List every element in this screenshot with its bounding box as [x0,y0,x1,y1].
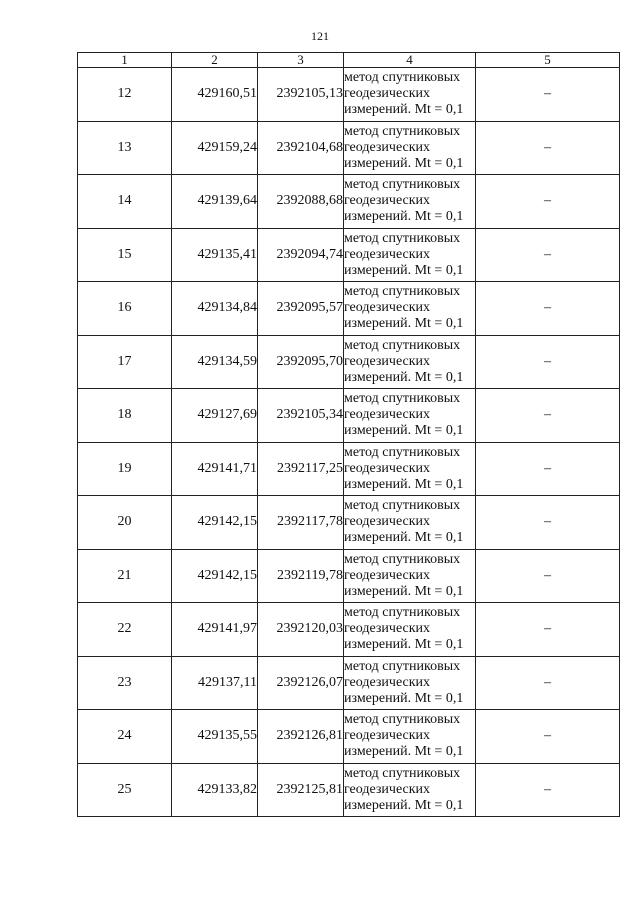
method-line: геодезических [344,86,431,102]
method-cell [344,175,476,229]
method-line: метод спутниковых [344,177,461,193]
x-coordinate-cell: 429160,51 [172,68,258,122]
table-row [78,335,620,389]
note-cell: – [476,442,620,496]
method-line: метод спутниковых [344,712,461,728]
y-coordinate-cell: 2392094,74 [258,228,344,282]
method-line: измерений. Mt = 0,1 [344,797,464,813]
method-line: метод спутниковых [344,123,461,139]
point-number-cell: 25 [78,763,172,817]
y-coordinate-cell: 2392126,07 [258,656,344,710]
point-number-cell: 18 [78,389,172,443]
method-line: измерений. Mt = 0,1 [344,476,464,492]
y-coordinate-cell: 2392117,25 [258,442,344,496]
table-row [78,389,620,443]
x-coordinate-cell: 429139,64 [172,175,258,229]
method-cell [344,389,476,443]
method-line: геодезических [344,728,431,744]
point-number-cell: 17 [78,335,172,389]
point-number-cell: 21 [78,549,172,603]
method-cell [344,549,476,603]
method-line: измерений. Mt = 0,1 [344,369,464,385]
note-cell: – [476,549,620,603]
table-row [78,282,620,336]
method-line: геодезических [344,460,431,476]
method-line: метод спутниковых [344,765,461,781]
note-cell: – [476,175,620,229]
x-coordinate-cell: 429133,82 [172,763,258,817]
note-cell: – [476,603,620,657]
method-line: геодезических [344,781,431,797]
method-line: измерений. Mt = 0,1 [344,155,464,171]
method-line: измерений. Mt = 0,1 [344,209,464,225]
coordinates-table [77,52,620,817]
note-cell: – [476,656,620,710]
y-coordinate-cell: 2392095,57 [258,282,344,336]
point-number-cell: 13 [78,121,172,175]
point-number-cell: 19 [78,442,172,496]
table-row [78,549,620,603]
method-line: геодезических [344,139,431,155]
method-cell [344,282,476,336]
method-cell [344,121,476,175]
x-coordinate-cell: 429142,15 [172,549,258,603]
x-coordinate-cell: 429137,11 [172,656,258,710]
note-cell: – [476,496,620,550]
method-line: измерений. Mt = 0,1 [344,262,464,278]
method-cell [344,656,476,710]
method-cell [344,763,476,817]
method-line: геодезических [344,674,431,690]
method-line: метод спутниковых [344,70,461,86]
point-number-cell: 14 [78,175,172,229]
table-row [78,496,620,550]
x-coordinate-cell: 429141,71 [172,442,258,496]
table-row [78,68,620,122]
method-line: измерений. Mt = 0,1 [344,744,464,760]
table-row [78,603,620,657]
method-line: метод спутниковых [344,337,461,353]
method-cell [344,603,476,657]
note-cell: – [476,710,620,764]
y-coordinate-cell: 2392104,68 [258,121,344,175]
method-cell [344,335,476,389]
method-cell [344,710,476,764]
method-line: геодезических [344,300,431,316]
column-header-3: 3 [258,53,344,68]
method-line: геодезических [344,514,431,530]
table-row [78,121,620,175]
method-cell [344,496,476,550]
x-coordinate-cell: 429141,97 [172,603,258,657]
method-line: метод спутниковых [344,658,461,674]
method-line: измерений. Mt = 0,1 [344,637,464,653]
x-coordinate-cell: 429134,84 [172,282,258,336]
point-number-cell: 24 [78,710,172,764]
note-cell: – [476,68,620,122]
point-number-cell: 12 [78,68,172,122]
y-coordinate-cell: 2392126,81 [258,710,344,764]
column-header-2: 2 [172,53,258,68]
y-coordinate-cell: 2392088,68 [258,175,344,229]
method-line: метод спутниковых [344,605,461,621]
point-number-cell: 15 [78,228,172,282]
note-cell: – [476,282,620,336]
y-coordinate-cell: 2392105,13 [258,68,344,122]
page-number: 121 [311,29,329,43]
method-line: метод спутниковых [344,391,461,407]
table-row [78,710,620,764]
x-coordinate-cell: 429142,15 [172,496,258,550]
y-coordinate-cell: 2392105,34 [258,389,344,443]
method-line: метод спутниковых [344,230,461,246]
method-cell [344,442,476,496]
y-coordinate-cell: 2392095,70 [258,335,344,389]
column-header-4: 4 [344,53,476,68]
x-coordinate-cell: 429135,41 [172,228,258,282]
table-row [78,763,620,817]
method-line: метод спутниковых [344,284,461,300]
method-line: метод спутниковых [344,498,461,514]
note-cell: – [476,763,620,817]
method-line: геодезических [344,193,431,209]
note-cell: – [476,228,620,282]
note-cell: – [476,121,620,175]
method-line: измерений. Mt = 0,1 [344,583,464,599]
table-row [78,442,620,496]
x-coordinate-cell: 429135,55 [172,710,258,764]
x-coordinate-cell: 429127,69 [172,389,258,443]
column-header-1: 1 [78,53,172,68]
column-header-5: 5 [476,53,620,68]
y-coordinate-cell: 2392117,78 [258,496,344,550]
method-line: измерений. Mt = 0,1 [344,530,464,546]
point-number-cell: 16 [78,282,172,336]
method-line: геодезических [344,407,431,423]
point-number-cell: 23 [78,656,172,710]
y-coordinate-cell: 2392119,78 [258,549,344,603]
x-coordinate-cell: 429159,24 [172,121,258,175]
method-line: геодезических [344,246,431,262]
table-header-row [78,53,620,68]
table-row [78,228,620,282]
method-line: измерений. Mt = 0,1 [344,316,464,332]
method-line: измерений. Mt = 0,1 [344,423,464,439]
method-cell [344,228,476,282]
method-line: геодезических [344,621,431,637]
method-line: геодезических [344,353,431,369]
method-line: геодезических [344,567,431,583]
note-cell: – [476,389,620,443]
table-row [78,656,620,710]
method-line: измерений. Mt = 0,1 [344,102,464,118]
method-line: измерений. Mt = 0,1 [344,690,464,706]
method-line: метод спутниковых [344,551,461,567]
y-coordinate-cell: 2392125,81 [258,763,344,817]
note-cell: – [476,335,620,389]
table-row [78,175,620,229]
point-number-cell: 22 [78,603,172,657]
x-coordinate-cell: 429134,59 [172,335,258,389]
method-cell [344,68,476,122]
y-coordinate-cell: 2392120,03 [258,603,344,657]
method-line: метод спутниковых [344,444,461,460]
point-number-cell: 20 [78,496,172,550]
